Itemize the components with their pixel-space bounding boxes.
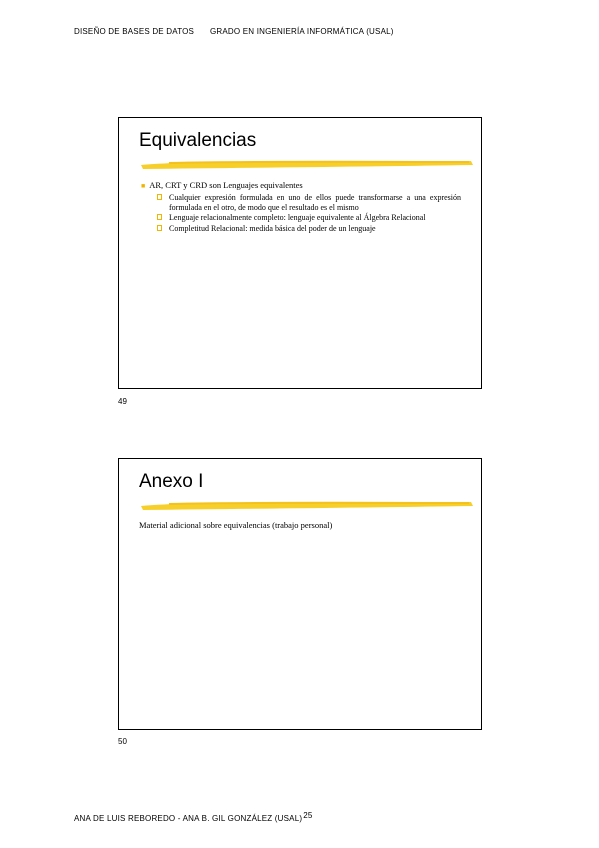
slide-title: Equivalencias [139, 130, 257, 151]
sub-bullet-icon [157, 214, 162, 220]
sub-bullet-list [141, 193, 461, 233]
sub-bullet-icon [157, 194, 162, 200]
sub-bullet: Lenguaje relacionalmente completo: lenguaje equivalente al Álgebra Relacional [157, 213, 461, 223]
header-course: DISEÑO DE BASES DE DATOS [74, 27, 195, 36]
sub-bullet: Completitud Relacional: medida básica del poder de un lenguaje [157, 224, 461, 234]
footer [74, 811, 313, 823]
sub-bullet-icon [157, 225, 162, 231]
sub-bullet: Cualquier expresión formulada en uno de ellos puede transformarse a una expresión formulada en el otro, de modo que el resultado es el mismo [157, 193, 461, 212]
slide-page-number: 50 [118, 737, 127, 746]
footer-page-number: 25 [303, 811, 313, 820]
slide-page-number: 49 [118, 397, 127, 406]
slide-anexo [118, 458, 482, 730]
header-degree: GRADO EN INGENIERÍA INFORMÁTICA (USAL) [210, 27, 394, 36]
footer-authors: ANA DE LUIS REBOREDO - ANA B. GIL GONZÁLEZ (USAL) [74, 814, 303, 823]
slide-title: Anexo I [139, 471, 204, 492]
slide-equivalencias [118, 117, 482, 389]
title-brush-stroke [139, 156, 475, 172]
slide-note: Material adicional sobre equivalencias (trabajo personal) [139, 520, 333, 530]
bullet-icon: ■ [141, 182, 146, 190]
bullet-main [141, 180, 461, 191]
bullet-block [141, 180, 461, 234]
title-brush-stroke [139, 497, 475, 513]
bullet-text: AR, CRT y CRD son Lenguajes equivalentes [149, 180, 303, 190]
